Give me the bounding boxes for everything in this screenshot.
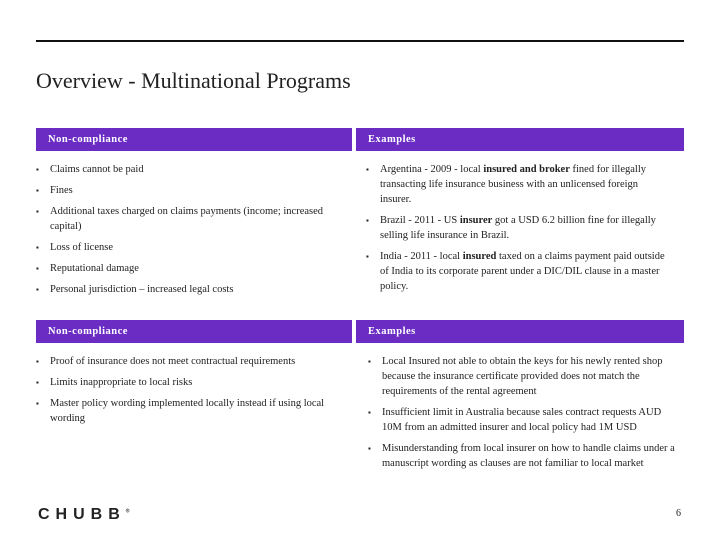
bold-text: insurer [459,215,493,226]
list-item: ▪ Additional taxes charged on claims payments (income; increased capital) [36,204,346,234]
examples-list-2 [368,354,680,477]
list-item: ▪ Personal jurisdiction – increased legal costs [36,282,346,297]
examples-header-2: Examples [356,320,684,343]
text-segment: India - 2011 - local [380,251,463,262]
list-item: ▪ Fines [36,183,346,198]
text-segment: Brazil - 2011 - US [380,215,460,226]
list-item [366,213,671,243]
text-segment: taxed on a claims payment paid outside of India to its corporate parent under a DIC/DIL clause in a master policy. [380,251,665,292]
noncompliance-header-1: Non-compliance [36,128,352,151]
bold-text: insured and broker [483,164,570,175]
examples-header-1: Examples [356,128,684,151]
text-segment: got a USD 6.2 billion fine for illegally selling life insurance in Brazil. [380,215,656,241]
bold-text: insured [462,251,497,262]
text-segment: fined for illegally transacting life insurance business with an unlicensed foreign insurer. [380,164,646,205]
list-item: ▪ Reputational damage [36,261,346,276]
text-segment: Argentina - 2009 - local [380,164,484,175]
page-number: 6 [676,508,681,519]
top-rule [36,40,684,42]
list-item: ▪ Local Insured not able to obtain the keys for his newly rented shop because the insurance certificate provided does not match the requirements of the rental agreement [368,354,680,399]
list-item: ▪ Loss of license [36,240,346,255]
noncompliance-header-2: Non-compliance [36,320,352,343]
list-item: ▪ Limits inappropriate to local risks [36,375,346,390]
list-item: ▪ Proof of insurance does not meet contractual requirements [36,354,346,369]
chubb-logo: CHUBB® [38,506,130,523]
list-item: ▪ Master policy wording implemented locally instead if using local wording [36,396,346,426]
list-item: ▪ Insufficient limit in Australia because sales contract requests AUD 10M from an admitted insurer and local policy had 1M USD [368,405,680,435]
noncompliance-list-1 [36,162,346,303]
page-title: Overview - Multinational Programs [36,68,351,93]
list-item: ▪ Misunderstanding from local insurer on how to handle claims under a manuscript wording as clauses are not familiar to local market [368,441,680,471]
list-item: ▪ Claims cannot be paid [36,162,346,177]
list-item [366,249,671,294]
list-item [366,162,671,207]
examples-list-1 [366,162,671,300]
noncompliance-list-2 [36,354,346,432]
